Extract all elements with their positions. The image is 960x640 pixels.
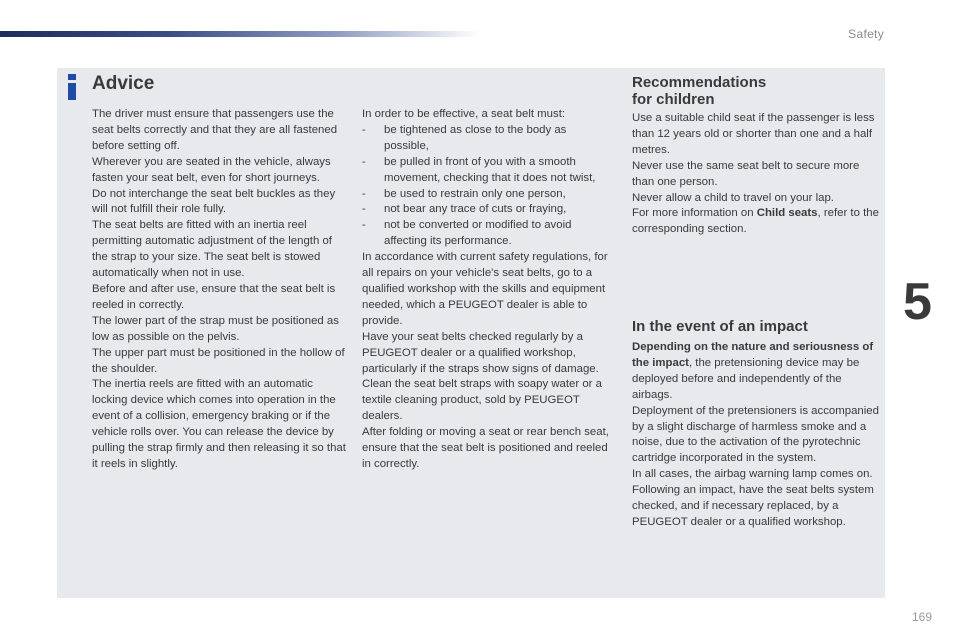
paragraph: The inertia reels are fitted with an automatic locking device which comes into operation in the event of a collision, emergency braking or if the vehicle rolls over. You can release the device by pulling the strap firmly and then releasing it so that it reels in slightly. <box>92 378 346 470</box>
paragraph: Have your seat belts checked regularly by a PEUGEOT dealer or a qualified workshop, particularly if the straps show signs of damage. <box>362 330 599 375</box>
list-item-text: not be converted or modified to avoid affecting its performance. <box>384 219 572 248</box>
paragraph: Do not interchange the seat belt buckles as they will not fulfill their role fully. <box>92 187 336 216</box>
header-gradient-bar <box>0 31 480 37</box>
paragraph: Never use the same seat belt to secure more than one person. <box>632 159 860 188</box>
list-item-text: be tightened as close to the body as possible, <box>384 123 567 152</box>
advice-column-2 <box>362 107 610 473</box>
text-run: , refer to the corresponding section. <box>632 207 879 236</box>
chapter-number: 5 <box>903 273 932 331</box>
list-dash: - <box>362 155 366 168</box>
paragraph: Wherever you are seated in the vehicle, always fasten your seat belt, even for short journeys. <box>92 155 331 184</box>
info-icon <box>66 74 78 100</box>
children-text <box>632 111 882 238</box>
section-title: Safety <box>848 27 884 41</box>
impact-heading: In the event of an impact <box>632 318 808 335</box>
paragraph: In all cases, the airbag warning lamp comes on. <box>632 468 873 481</box>
paragraph: Use a suitable child seat if the passenger is less than 12 years old or shorter than one and a half metres. <box>632 112 875 156</box>
paragraph: Following an impact, have the seat belts system checked, and if necessary replaced, by a PEUGEOT dealer or a qualified workshop. <box>632 484 874 528</box>
paragraph: Never allow a child to travel on your lap. <box>632 191 834 204</box>
list-dash: - <box>362 203 366 216</box>
paragraph: Before and after use, ensure that the seat belt is reeled in correctly. <box>92 282 336 311</box>
list-item <box>362 202 610 218</box>
list-dash: - <box>362 219 366 232</box>
text-run: For more information on <box>632 207 757 220</box>
children-heading-line1: Recommendations <box>632 74 767 91</box>
list-item <box>362 123 610 155</box>
list-item-text: be used to restrain only one person, <box>384 187 566 200</box>
list-intro: In order to be effective, a seat belt must: <box>362 108 566 120</box>
list-item <box>362 187 610 203</box>
list-dash: - <box>362 123 366 136</box>
child-seats-reference: Child seats <box>756 207 818 220</box>
page-number: 169 <box>911 610 932 624</box>
paragraph: After folding or moving a seat or rear bench seat, ensure that the seat belt is positioned and reeled in correctly. <box>362 426 609 470</box>
list-item <box>362 218 610 250</box>
list-item <box>362 155 610 187</box>
paragraph: Clean the seat belt straps with soapy water or a textile cleaning product, sold by PEUGEOT dealers. <box>362 378 602 423</box>
paragraph: The upper part must be positioned in the hollow of the shoulder. <box>92 346 345 375</box>
impact-text <box>632 340 882 531</box>
text-run: , the pretensioning device may be deployed before and independently of the airbags. <box>632 356 860 401</box>
paragraph <box>632 340 882 404</box>
paragraph: In accordance with current safety regulations, for all repairs on your vehicle's seat belts, go to a qualified workshop with the skills and equipment needed, which a PEUGEOT dealer is able to provide. <box>362 251 608 327</box>
advice-column-1 <box>92 107 347 473</box>
paragraph: The lower part of the strap must be positioned as low as possible on the pelvis. <box>92 314 339 343</box>
paragraph: The seat belts are fitted with an inertia reel permitting automatic adjustment of the length of the strap to your size. The seat belt is stowed automatically when not in use. <box>92 219 332 280</box>
text-run-bold: Depending on the nature and seriousness of the impact <box>632 341 874 369</box>
list-dash: - <box>362 187 366 200</box>
advice-heading: Advice <box>92 73 155 94</box>
paragraph: Deployment of the pretensioners is accompanied by a slight discharge of harmless smoke and a noise, due to the activation of the pyrotechnic cartridge incorporated in the system. <box>632 404 879 465</box>
paragraph <box>632 206 882 238</box>
info-icon-dot <box>68 74 76 80</box>
paragraph: The driver must ensure that passengers use the seat belts correctly and that they are all fastened before setting off. <box>92 108 338 152</box>
list-item-text: be pulled in front of you with a smooth movement, checking that it does not twist, <box>384 155 596 184</box>
info-icon-bar <box>68 83 76 100</box>
children-heading-line2: for children <box>632 91 715 108</box>
children-heading <box>632 74 872 108</box>
list-item-text: not bear any trace of cuts or fraying, <box>384 203 567 216</box>
